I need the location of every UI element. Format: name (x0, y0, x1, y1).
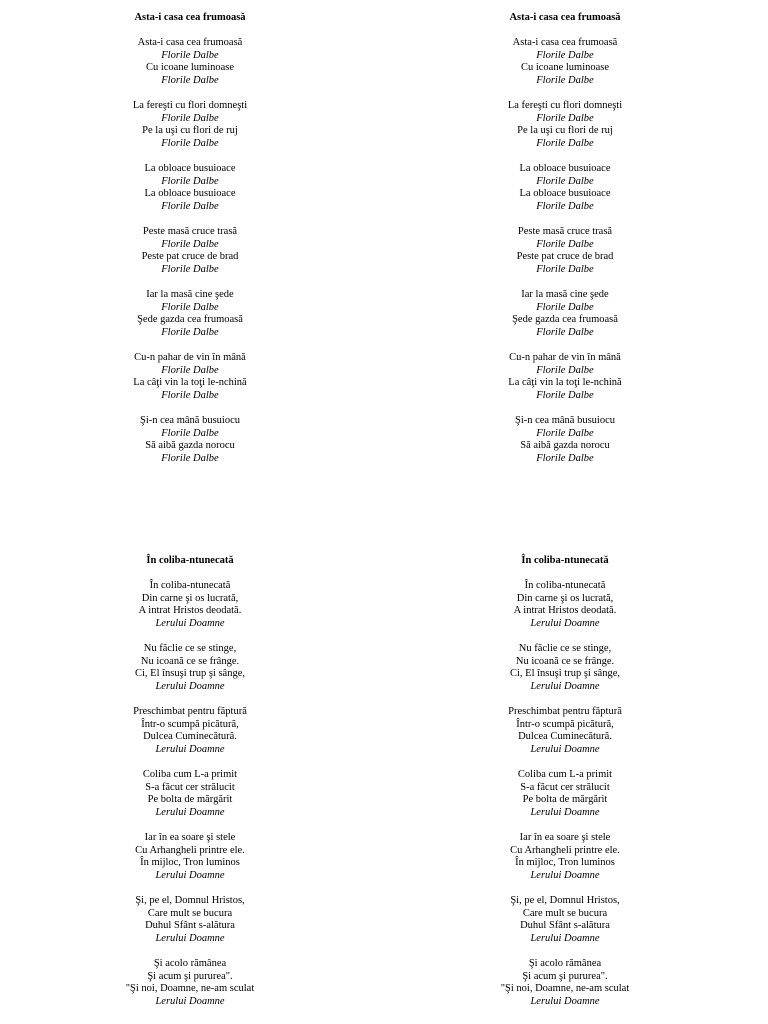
verse-line: Care mult se bucura (522, 907, 608, 919)
verse-line: "Şi noi, Doamne, ne-am sculat (500, 983, 630, 995)
verse-line: Să aibă gazda norocu (145, 440, 235, 452)
verse-line: Şi-n cea mână busuiocu (514, 414, 615, 426)
verse-line: Şi acolo rămânea (153, 957, 227, 969)
verse-line: A intrat Hristos deodată. (513, 605, 617, 617)
stanza (435, 643, 695, 693)
verse-line: În mijloc, Tron luminos (515, 857, 615, 869)
verse-line: Ci, El însuşi trup şi sânge, (510, 668, 620, 680)
verse-line: Asta-i casa cea frumoasă (137, 37, 243, 49)
verse-line: La obloace busuioace (519, 163, 611, 175)
verse-line: Peste pat cruce de brad (141, 251, 239, 263)
verse-line: Peste masă cruce trasă (142, 226, 238, 237)
refrain-line: Florile Dalbe (161, 238, 219, 250)
verse-line: Iar în ea soare şi stele (144, 831, 236, 843)
refrain-line: Lerului Doamne (530, 995, 600, 1007)
stanza (60, 100, 320, 150)
verse-line: Pe la uşi cu flori de ruj (142, 125, 238, 137)
refrain-line: Florile Dalbe (536, 112, 594, 124)
verse-line: Iar la masă cine şede (146, 288, 234, 300)
verse-line: Ci, El însuşi trup şi sânge, (135, 668, 245, 680)
stanza (435, 352, 695, 402)
stanza (60, 37, 320, 87)
song-column-left (60, 555, 320, 1021)
verse-line: Cu Arhangheli printre ele. (135, 844, 245, 856)
song-title: Asta-i casa cea frumoasă (134, 12, 246, 23)
verse-line: Dulcea Cuminecătură. (518, 731, 612, 743)
verse-line: Preschimbat pentru făptură (508, 706, 622, 718)
song-title: În coliba-ntunecată (146, 555, 234, 566)
refrain-line: Florile Dalbe (161, 200, 219, 212)
verse-line: Şi acolo rămânea (528, 957, 602, 969)
refrain-line: Florile Dalbe (161, 301, 219, 313)
stanza (60, 163, 320, 213)
verse-line: Iar la masă cine şede (521, 288, 609, 300)
verse-line: Care mult se bucura (147, 907, 233, 919)
verse-line: Din carne şi os lucrată, (516, 592, 614, 604)
refrain-line: Florile Dalbe (161, 112, 219, 124)
refrain-line: Florile Dalbe (536, 452, 594, 464)
refrain-line: Florile Dalbe (161, 137, 219, 149)
refrain-line: Florile Dalbe (161, 364, 219, 376)
verse-line: La câţi vin la toţi le-nchină (508, 377, 622, 389)
refrain-line: Florile Dalbe (536, 301, 594, 313)
verse-line: Şi acum şi pururea". (147, 970, 233, 982)
verse-line: În coliba-ntunecată (149, 580, 231, 592)
refrain-line: Florile Dalbe (161, 326, 219, 338)
verse-line: Pe bolta de mărgărit (522, 794, 608, 806)
refrain-line: Florile Dalbe (536, 427, 594, 439)
verse-line: S-a făcut cer strălucit (145, 781, 235, 793)
song-column-right (435, 555, 695, 1021)
verse-line: Asta-i casa cea frumoasă (512, 37, 618, 49)
refrain-line: Lerului Doamne (530, 932, 600, 944)
stanza (435, 706, 695, 756)
verse-line: Şi, pe el, Domnul Hristos, (135, 894, 245, 906)
verse-line: În mijloc, Tron luminos (140, 857, 240, 869)
verse-line: Nu făclie ce se stinge, (143, 643, 237, 655)
stanza (60, 958, 320, 1008)
refrain-line: Florile Dalbe (161, 263, 219, 275)
stanza (60, 289, 320, 339)
refrain-line: Lerului Doamne (155, 743, 225, 755)
song-column-left (60, 12, 320, 478)
stanza (60, 832, 320, 882)
verse-line: Coliba cum L-a primit (517, 769, 613, 780)
stanza (435, 289, 695, 339)
stanza (60, 706, 320, 756)
stanza (435, 226, 695, 276)
verse-line: Din carne şi os lucrată, (141, 592, 239, 604)
verse-line: Într-o scumpă picătură, (141, 718, 239, 730)
verse-line: Şi-n cea mână busuiocu (139, 414, 240, 426)
stanza (435, 895, 695, 945)
stanza (435, 958, 695, 1008)
stanza (435, 37, 695, 87)
song-title: În coliba-ntunecată (521, 555, 609, 566)
verse-line: Şi acum şi pururea". (522, 970, 608, 982)
verse-line: Pe bolta de mărgărit (147, 794, 233, 806)
stanza (60, 352, 320, 402)
refrain-line: Florile Dalbe (536, 175, 594, 187)
refrain-line: Florile Dalbe (536, 200, 594, 212)
verse-line: Şede gazda cea frumoasă (512, 314, 618, 326)
stanza (435, 832, 695, 882)
refrain-line: Lerului Doamne (155, 869, 225, 881)
verse-line: La câţi vin la toţi le-nchină (133, 377, 247, 389)
stanza (60, 226, 320, 276)
refrain-line: Florile Dalbe (161, 452, 219, 464)
refrain-line: Lerului Doamne (530, 617, 600, 629)
refrain-line: Florile Dalbe (536, 326, 594, 338)
verse-line: Şi, pe el, Domnul Hristos, (510, 894, 620, 906)
refrain-line: Lerului Doamne (155, 680, 225, 692)
refrain-line: Lerului Doamne (155, 806, 225, 818)
verse-line: La fereşti cu flori domneşti (507, 100, 623, 112)
refrain-line: Florile Dalbe (161, 175, 219, 187)
verse-line: Nu icoană ce se frânge. (140, 655, 240, 667)
verse-line: Peste pat cruce de brad (516, 251, 614, 263)
stanza (60, 769, 320, 819)
stanza (60, 895, 320, 945)
stanza (60, 580, 320, 630)
verse-line: La fereşti cu flori domneşti (132, 100, 248, 112)
verse-line: La obloace busuioace (519, 188, 611, 200)
refrain-line: Lerului Doamne (530, 680, 600, 692)
verse-line: Şede gazda cea frumoasă (137, 314, 243, 326)
verse-line: Dulcea Cuminecătură. (143, 731, 237, 743)
refrain-line: Florile Dalbe (161, 427, 219, 439)
song-title: Asta-i casa cea frumoasă (509, 12, 621, 23)
verse-line: Duhul Sfânt s-alătura (145, 920, 235, 932)
verse-line: Duhul Sfânt s-alătura (520, 920, 610, 932)
verse-line: Cu icoane luminoase (145, 62, 235, 74)
refrain-line: Florile Dalbe (161, 389, 219, 401)
refrain-line: Lerului Doamne (155, 932, 225, 944)
refrain-line: Florile Dalbe (536, 263, 594, 275)
verse-line: La obloace busuioace (144, 163, 236, 175)
refrain-line: Florile Dalbe (536, 49, 594, 61)
verse-line: "Şi noi, Doamne, ne-am sculat (125, 983, 255, 995)
refrain-line: Florile Dalbe (161, 49, 219, 61)
stanza (435, 100, 695, 150)
verse-line: Cu Arhangheli printre ele. (510, 844, 620, 856)
stanza (60, 643, 320, 693)
song-column-right (435, 12, 695, 478)
refrain-line: Florile Dalbe (536, 238, 594, 250)
refrain-line: Florile Dalbe (536, 74, 594, 86)
stanza (435, 415, 695, 465)
stanza (435, 580, 695, 630)
refrain-line: Florile Dalbe (161, 74, 219, 86)
refrain-line: Lerului Doamne (155, 995, 225, 1007)
verse-line: Într-o scumpă picătură, (516, 718, 614, 730)
verse-line: Nu icoană ce se frânge. (515, 655, 615, 667)
verse-line: Preschimbat pentru făptură (133, 706, 247, 718)
stanza (60, 415, 320, 465)
refrain-line: Florile Dalbe (536, 364, 594, 376)
stanza (435, 163, 695, 213)
refrain-line: Lerului Doamne (530, 869, 600, 881)
verse-line: Nu făclie ce se stinge, (518, 643, 612, 655)
verse-line: Să aibă gazda norocu (520, 440, 610, 452)
verse-line: La obloace busuioace (144, 188, 236, 200)
verse-line: Pe la uşi cu flori de ruj (517, 125, 613, 137)
verse-line: În coliba-ntunecată (524, 580, 606, 592)
refrain-line: Lerului Doamne (530, 743, 600, 755)
stanza (435, 769, 695, 819)
verse-line: Cu-n pahar de vin în mână (509, 351, 621, 363)
verse-line: Coliba cum L-a primit (142, 769, 238, 780)
verse-line: Iar în ea soare şi stele (519, 831, 611, 843)
refrain-line: Florile Dalbe (536, 389, 594, 401)
verse-line: Cu-n pahar de vin în mână (134, 351, 246, 363)
refrain-line: Lerului Doamne (155, 617, 225, 629)
verse-line: Cu icoane luminoase (520, 62, 610, 74)
refrain-line: Florile Dalbe (536, 137, 594, 149)
refrain-line: Lerului Doamne (530, 806, 600, 818)
verse-line: A intrat Hristos deodată. (138, 605, 242, 617)
verse-line: Peste masă cruce trasă (517, 226, 613, 237)
verse-line: S-a făcut cer strălucit (520, 781, 610, 793)
